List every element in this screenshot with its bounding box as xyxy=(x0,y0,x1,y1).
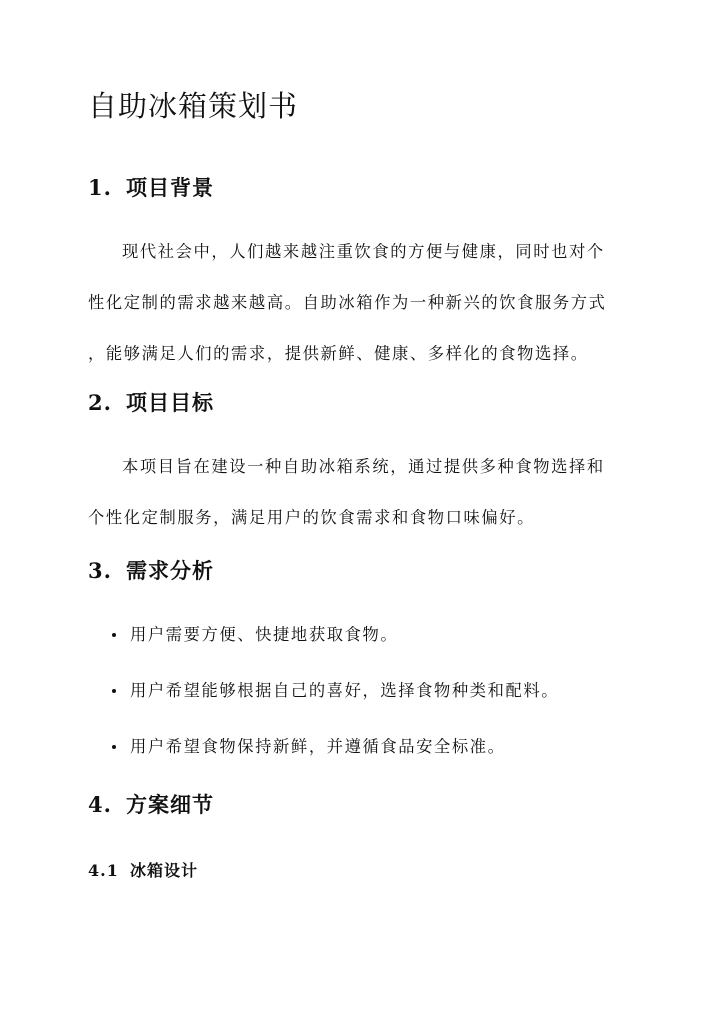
paragraph-goals xyxy=(88,441,633,543)
section-number: 1. xyxy=(88,175,112,200)
bullet-icon xyxy=(112,745,116,749)
document-title: 自助冰箱策划书 xyxy=(88,89,299,123)
list-item xyxy=(106,719,559,775)
subsection-heading-fridge-design xyxy=(88,859,198,883)
bullet-icon xyxy=(112,689,116,693)
paragraph-line: 现代社会中，人们越来越注重饮食的方便与健康，同时也对个 xyxy=(122,242,605,261)
list-item xyxy=(106,607,559,663)
section-title: 方案细节 xyxy=(126,792,214,817)
list-item-text: 用户希望能够根据自己的喜好，选择食物种类和配料。 xyxy=(130,681,560,700)
section-number: 3. xyxy=(88,558,112,583)
section-number: 2. xyxy=(88,390,112,415)
section-heading-background xyxy=(88,174,214,202)
bullet-icon xyxy=(112,633,116,637)
requirements-list xyxy=(106,607,559,775)
paragraph-background xyxy=(88,226,633,379)
list-item-text: 用户需要方便、快捷地获取食物。 xyxy=(130,625,399,644)
subsection-number: 4.1 xyxy=(88,861,119,880)
section-title: 项目背景 xyxy=(126,175,214,200)
list-item-text: 用户希望食物保持新鲜，并遵循食品安全标准。 xyxy=(130,737,506,756)
section-heading-solution xyxy=(88,791,214,819)
subsection-title: 冰箱设计 xyxy=(130,861,199,880)
section-title: 需求分析 xyxy=(126,558,214,583)
paragraph-line: ，能够满足人们的需求，提供新鲜、健康、多样化的食物选择。 xyxy=(88,344,589,363)
section-title: 项目目标 xyxy=(126,390,214,415)
paragraph-line: 本项目旨在建设一种自助冰箱系统，通过提供多种食物选择和 xyxy=(122,457,605,476)
section-heading-requirements xyxy=(88,557,214,585)
section-number: 4. xyxy=(88,792,112,817)
section-heading-goals xyxy=(88,389,214,417)
paragraph-line: 个性化定制服务，满足用户的饮食需求和食物口味偏好。 xyxy=(88,508,536,527)
paragraph-line: 性化定制的需求越来越高。自助冰箱作为一种新兴的饮食服务方式 xyxy=(88,293,607,312)
list-item xyxy=(106,663,559,719)
